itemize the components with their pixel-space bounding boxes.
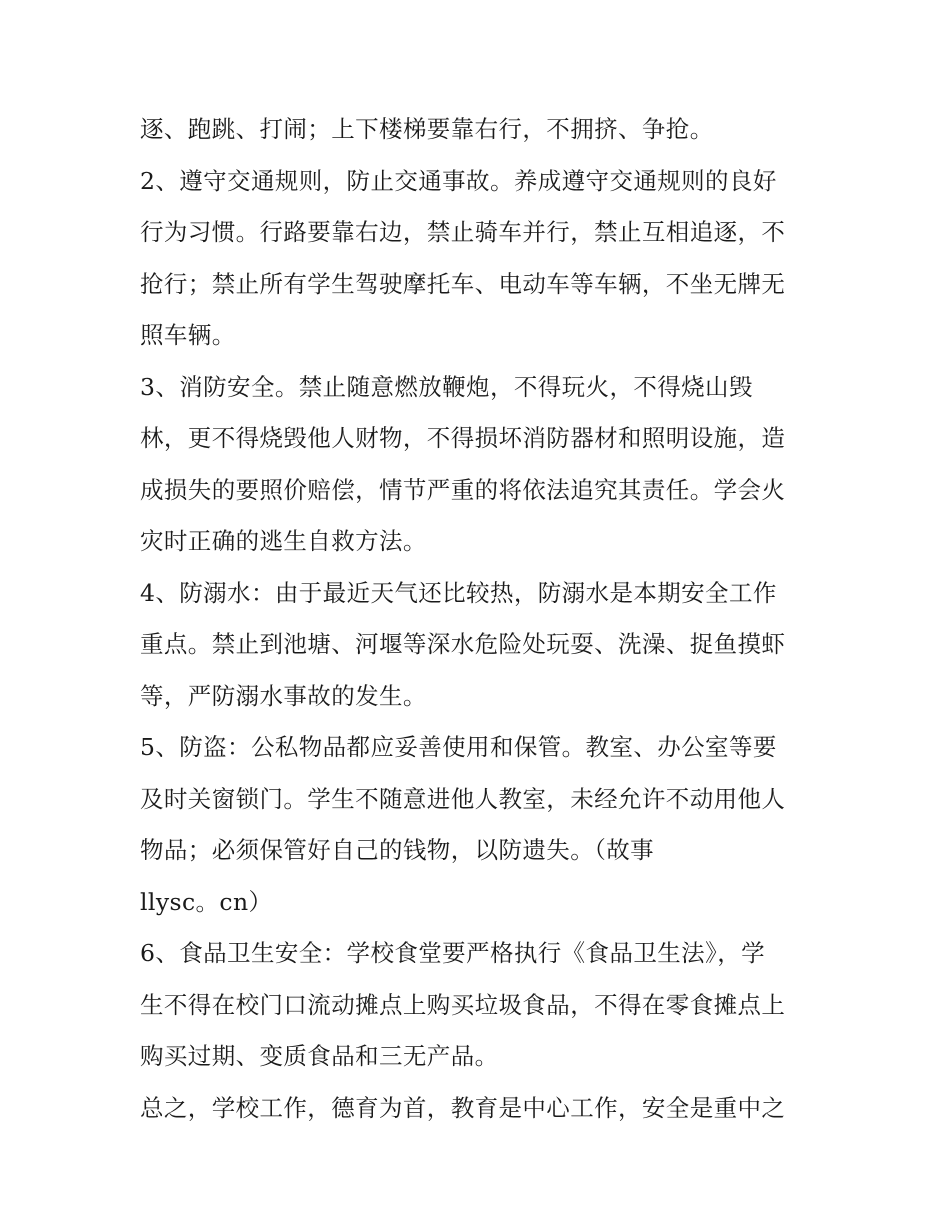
text-line: 3、消防安全。禁止随意燃放鞭炮，不得玩火，不得烧山毁 xyxy=(140,372,753,401)
text-line: 总之，学校工作，德育为首，教育是中心工作，安全是重中之 xyxy=(140,1093,786,1122)
text-line: 行为习惯。行路要靠右边，禁止骑车并行，禁止互相追逐，不 xyxy=(140,218,786,246)
text-line: llysc。cn） xyxy=(140,887,273,916)
text-line: 2、遵守交通规则，防止交通事故。养成遵守交通规则的良好 xyxy=(140,166,777,195)
text-line: 逐、跑跳、打闹；上下楼梯要靠右行，不拥挤、争抢。 xyxy=(140,115,714,143)
text-line: 照车辆。 xyxy=(140,321,236,349)
text-line: 抢行；禁止所有学生驾驶摩托车、电动车等车辆，不坐无牌无 xyxy=(140,269,786,298)
text-line: 林，更不得烧毁他人财物，不得损坏消防器材和照明设施，造 xyxy=(140,424,786,452)
text-line: 购买过期、变质食品和三无产品。 xyxy=(140,1042,499,1070)
text-line: 灾时正确的逃生自救方法。 xyxy=(140,527,427,555)
text-line: 物品；必须保管好自己的钱物，以防遗失。（故事 xyxy=(140,836,655,864)
text-line: 重点。禁止到池塘、河堰等深水危险处玩耍、洗澡、捉鱼摸虾 xyxy=(140,630,786,658)
document-body xyxy=(140,109,820,1139)
text-line: 成损失的要照价赔偿，情节严重的将依法追究其责任。学会火 xyxy=(140,475,786,504)
text-line: 4、防溺水：由于最近天气还比较热，防溺水是本期安全工作 xyxy=(140,578,777,607)
text-line: 生不得在校门口流动摊点上购买垃圾食品，不得在零食摊点上 xyxy=(140,990,786,1019)
text-line: 及时关窗锁门。学生不随意进他人教室，未经允许不动用他人 xyxy=(140,784,786,813)
text-line: 5、防盗：公私物品都应妥善使用和保管。教室、办公室等要 xyxy=(140,733,777,761)
text-line: 6、食品卫生安全：学校食堂要严格执行《食品卫生法》，学 xyxy=(140,939,766,967)
text-line: 等，严防溺水事故的发生。 xyxy=(140,681,427,710)
